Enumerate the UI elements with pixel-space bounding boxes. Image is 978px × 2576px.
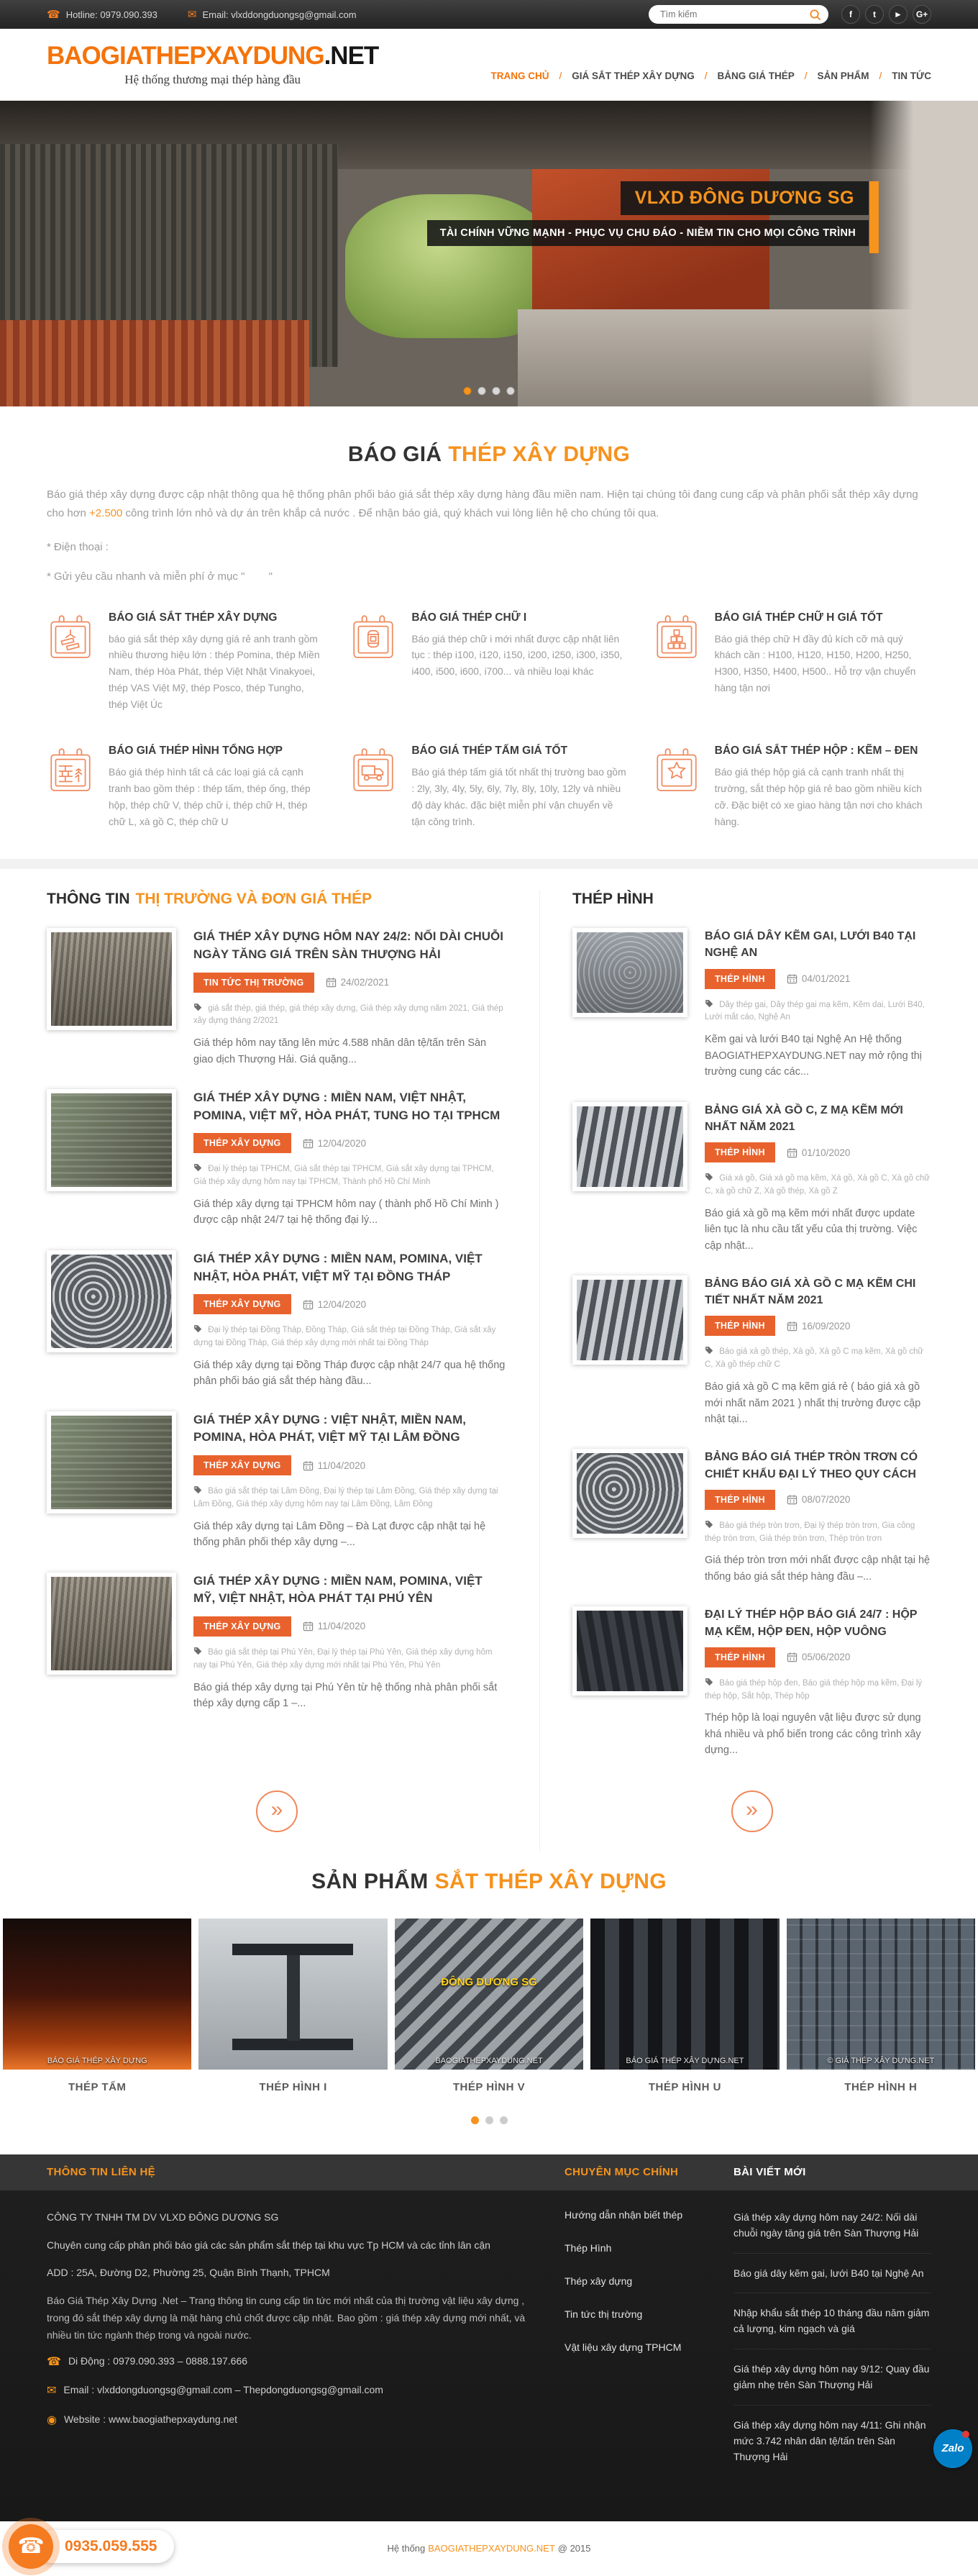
social-glyph: G+: [915, 9, 928, 19]
service-title[interactable]: BÁO GIÁ THÉP CHỮ H GIÁ TỐT: [714, 611, 883, 624]
calendar-icon: [787, 1494, 798, 1505]
intro-highlight: +2.500: [89, 507, 123, 520]
footer-category-link[interactable]: Vật liệu xây dựng TPHCM: [565, 2341, 682, 2353]
category-badge[interactable]: TIN TỨC THỊ TRƯỜNG: [193, 973, 314, 993]
calendar-icon: [303, 1621, 314, 1631]
title-dark: SẢN PHẨM: [311, 1869, 429, 1893]
footer-email[interactable]: [47, 2384, 543, 2399]
carousel-dot[interactable]: [485, 2116, 493, 2124]
product-card: [787, 1919, 975, 2098]
service-title[interactable]: BÁO GIÁ THÉP HÌNH TỔNG HỢP: [109, 745, 283, 757]
footer-category-link[interactable]: Thép xây dựng: [565, 2275, 633, 2287]
phone-icon: ☎: [47, 9, 60, 21]
tag-icon: [193, 1163, 202, 1172]
service-text: Báo giá thép hình tất cả các loại giá cả cạnh tranh bao gồm thép : thép tấm, thép ống, thép hộp, thép chữ V, thép chữ i, thép chữ H, thép chữ L, xà gồ C, thép chữ U: [109, 767, 311, 827]
globe-icon: ◉: [47, 2414, 57, 2427]
top-bar: [0, 0, 978, 29]
service-icon: [47, 610, 94, 662]
article-title[interactable]: GIÁ THÉP XÂY DỰNG : VIỆT NHẬT, MIỀN NAM, POMINA, HÒA PHÁT, VIỆT MỸ TẠI LÂM ĐỒNG: [193, 1412, 467, 1444]
page-title: [47, 442, 931, 467]
tags-label: Báo giá xà gồ thép, Xà gồ, Xà gồ C mạ kẽm, Xà gồ chữ C, Xà gồ thép chữ C: [705, 1347, 924, 1370]
tag-icon: [705, 1173, 713, 1181]
service-text: Báo giá thép chữ H đầy đủ kích cỡ mà quý khách cần : H100, H120, H150, H200, H250, H300, H350, H400, H500.. Hỗ trợ vận chuyển hàng tận nơi: [714, 633, 916, 693]
article-date: [787, 1147, 851, 1158]
tag-icon: [193, 1485, 202, 1494]
footer-post-link[interactable]: Giá thép xây dựng hôm nay 9/12: Quay đầu giảm nhẹ trên Sàn Thượng Hải: [734, 2361, 931, 2406]
logo[interactable]: [47, 43, 378, 87]
article-date: [787, 973, 851, 984]
article-tags[interactable]: [705, 1520, 931, 1546]
news-column-market: [47, 891, 507, 1851]
article-tags[interactable]: [705, 999, 931, 1025]
news-section: [47, 869, 931, 1851]
floating-phone-widget[interactable]: [9, 2524, 174, 2569]
chevron-right-icon: »: [270, 1797, 283, 1821]
search-icon: [809, 9, 821, 21]
topbar-email: [188, 8, 357, 21]
footer-website[interactable]: [47, 2413, 543, 2429]
product-name[interactable]: THÉP HÌNH U: [648, 2080, 721, 2093]
email-icon: ✉: [187, 9, 197, 21]
nav-item[interactable]: BẢNG GIÁ THÉP /: [717, 70, 817, 81]
footer-category-link[interactable]: Tin tức thị trường: [565, 2308, 643, 2320]
date-label: 11/04/2020: [317, 1621, 366, 1632]
slider-dot[interactable]: [478, 387, 486, 395]
calendar-icon: [787, 1321, 798, 1332]
article-title[interactable]: GIÁ THÉP XÂY DỰNG : MIỀN NAM, POMINA, VIỆT NHẬT, HÒA PHÁT, VIỆT MỸ TẠI ĐỒNG THÁP: [193, 1251, 483, 1283]
article-date: [326, 977, 390, 988]
category-badge[interactable]: THÉP HÌNH: [705, 969, 775, 989]
article-tags[interactable]: [193, 1003, 507, 1029]
date-label: 24/02/2021: [340, 977, 390, 988]
article-thumbnail[interactable]: [572, 1606, 687, 1696]
carousel-dots: [0, 2116, 978, 2154]
footer-post-link[interactable]: Giá thép xây dựng hôm nay 24/2: Nối dài chuỗi ngày tăng giá trên Sàn Thượng Hải: [734, 2209, 931, 2254]
category-badge[interactable]: THÉP XÂY DỰNG: [193, 1616, 291, 1637]
service-box: [349, 743, 628, 830]
product-image[interactable]: [395, 1919, 583, 2070]
article-list: [572, 928, 931, 1780]
service-icon: [653, 743, 700, 795]
product-watermark: BAOGIATHEPXAYDUNG.NET: [435, 2056, 543, 2065]
social-icon[interactable]: [913, 5, 931, 24]
article: [572, 1449, 931, 1585]
tags-label: Báo giá thép hộp đen, Báo giá thép hộp mạ kẽm, Đại lý thép hộp, Sắt hộp, Thép hộp: [705, 1678, 923, 1701]
product-name[interactable]: THÉP HÌNH I: [259, 2080, 327, 2093]
product-card: [395, 1919, 583, 2098]
hero-brand: VLXD ĐÔNG DƯƠNG SG: [621, 181, 869, 215]
product-watermark: BÁO GIÁ THÉP XÂY DỰNG.NET: [626, 2056, 744, 2065]
tags-label: Báo giá thép tròn trơn, Đại lý thép tròn trơn, Gia công thép tròn trơn, Giá thép tròn trơn, Thép tròn trơn: [705, 1521, 915, 1543]
news-column-thep-hinh: [539, 891, 931, 1851]
article-title[interactable]: BẢNG BÁO GIÁ THÉP TRÒN TRƠN CÓ CHIẾT KHẤU ĐẠI LÝ THEO QUY CÁCH: [705, 1451, 918, 1480]
footer-categories: [565, 2209, 734, 2488]
article-excerpt: Giá thép xây dựng tại Đồng Tháp được cập nhật 24/7 qua hệ thống phân phối báo giá sắt thép hàng đầu...: [193, 1359, 506, 1388]
social-glyph: f: [849, 9, 852, 19]
social-glyph: ►: [894, 9, 902, 19]
footer-post-link[interactable]: Báo giá dây kẽm gai, lưới B40 tại Nghệ An: [734, 2265, 931, 2293]
site-header: [0, 29, 978, 101]
product-card: [590, 1919, 779, 2098]
hotline: [47, 8, 157, 21]
service-title[interactable]: BÁO GIÁ SẮT THÉP HỘP : KẼM – ĐEN: [714, 745, 918, 757]
product-image[interactable]: [198, 1919, 387, 2070]
date-label: 05/06/2020: [801, 1652, 851, 1663]
footer-post-link[interactable]: Nhập khẩu sắt thép 10 tháng đầu năm giảm cả lượng, kim ngạch và giá: [734, 2305, 931, 2349]
article-date: [303, 1299, 367, 1310]
intro-text: công trình lớn nhỏ và dự án trên khắp cả nước . Để nhận báo giá, quý khách vui lòng liên hệ cho chúng tôi qua.: [122, 507, 659, 520]
article-tags[interactable]: [193, 1324, 507, 1350]
article-thumbnail[interactable]: [47, 928, 176, 1030]
article-title[interactable]: BÁO GIÁ DÂY KẼM GAI, LƯỚI B40 TẠI NGHỆ AN: [705, 930, 916, 960]
article-thumbnail[interactable]: [572, 1275, 687, 1365]
footer-contact: [47, 2209, 543, 2488]
carousel-dot[interactable]: [471, 2116, 479, 2124]
product-watermark: BÁO GIÁ THÉP XÂY DỰNG: [47, 2056, 147, 2065]
phone-icon[interactable]: ☎: [9, 2524, 53, 2569]
article-excerpt: Giá thép tròn trơn mới nhất được cập nhật tại hệ thống báo giá sắt thép hàng đầu –...: [705, 1555, 931, 1583]
service-title[interactable]: BÁO GIÁ THÉP TẤM GIÁ TỐT: [411, 745, 568, 757]
article-tags[interactable]: [193, 1485, 507, 1511]
article-title[interactable]: GIÁ THÉP XÂY DỰNG : MIỀN NAM, VIỆT NHẬT, POMINA, VIỆT MỸ, HÒA PHÁT, TUNG HO TẠI TPHCM: [193, 1091, 501, 1122]
footer-phone-label: Di Động : 0979.090.393 – 0888.197.666: [68, 2354, 248, 2367]
company-address: ADD : 25A, Đường D2, Phường 25, Quận Bình Thạnh, TPHCM: [47, 2267, 330, 2279]
calendar-icon: [303, 1138, 314, 1149]
article: [47, 1250, 507, 1390]
nav-item[interactable]: SẢN PHẨM /: [818, 70, 892, 81]
article-date: [787, 1652, 851, 1662]
article-excerpt: Giá thép hôm nay tăng lên mức 4.588 nhân dân tệ/tấn trên Sàn giao dịch Thượng Hải. Giá quặng...: [193, 1037, 487, 1065]
chevron-right-icon: »: [746, 1797, 758, 1821]
tags-label: Đại lý thép tại Đồng Tháp, Đồng Tháp, Giá sắt thép tại Đồng Tháp, Giá sắt xây dựng tại Đồng Tháp, Giá thép xây dựng mới nhất tại Đồng Tháp: [193, 1326, 496, 1348]
category-badge[interactable]: THÉP XÂY DỰNG: [193, 1455, 291, 1475]
calendar-icon: [787, 1652, 798, 1662]
article-list: [47, 928, 507, 1733]
footer-recent-posts: [734, 2209, 931, 2488]
article: [47, 928, 507, 1068]
intro-request-line: * Gửi yêu cầu nhanh và miễn phí ở mục " ": [47, 570, 273, 583]
article: [47, 1089, 507, 1229]
hero-slogan: TÀI CHÍNH VỮNG MẠNH - PHỤC VỤ CHU ĐÁO - NIỀM TIN CHO MỌI CÔNG TRÌNH: [427, 220, 869, 246]
footer-phone: [47, 2355, 543, 2370]
carousel-dot[interactable]: [500, 2116, 508, 2124]
title-orange: THÉP XÂY DỰNG: [448, 442, 631, 466]
phone-icon: ☎: [47, 2355, 61, 2368]
social-glyph: t: [873, 9, 876, 19]
article-excerpt: Kẽm gai và lưới B40 tại Nghệ An Hệ thống BAOGIATHEPXAYDUNG.NET nay mở rộng thị trường cung các các...: [705, 1034, 923, 1078]
products-title: [0, 1870, 978, 1894]
zalo-button[interactable]: [933, 2429, 972, 2468]
article-title[interactable]: BẢNG BÁO GIÁ XÀ GỒ C MẠ KẼM CHI TIẾT NHẤT NĂM 2021: [705, 1278, 916, 1307]
tags-label: Giá xà gồ, Giá xà gồ mạ kẽm, Xà gồ, Xà gồ C, Xà gồ chữ C, xà gồ chữ Z, Xà gồ thép, Xà gồ Z: [705, 1174, 930, 1196]
article: [572, 928, 931, 1080]
tag-icon: [705, 1346, 713, 1355]
tags-label: giá sắt thép, giá thép, giá thép xây dựng, Giá thép xây dựng năm 2021, Giá thép xây dựng tháng 2/2021: [193, 1003, 503, 1026]
article: [572, 1275, 931, 1427]
article-thumbnail[interactable]: [47, 1411, 176, 1514]
article-excerpt: Giá thép xây dựng tại Lâm Đồng – Đà Lạt được cập nhật tại hệ thống phân phối thép xây dựng –...: [193, 1520, 486, 1549]
zalo-icon: Zalo: [941, 2442, 964, 2455]
section-divider: [0, 859, 978, 869]
intro-phone-line: * Điện thoại :: [47, 540, 109, 553]
date-label: 12/04/2020: [317, 1298, 367, 1310]
footer-category-link[interactable]: Thép Hình: [565, 2242, 612, 2254]
intro-section: [47, 406, 931, 830]
slider-dot[interactable]: [493, 387, 501, 395]
date-label: 08/07/2020: [801, 1494, 851, 1506]
article-date: [303, 1621, 366, 1631]
date-label: 01/10/2020: [801, 1147, 851, 1158]
tags-label: Báo giá sắt thép tại Phú Yên, Đại lý thép tại Phú Yên, Giá thép xây dựng hôm nay tại Phú Yên, Giá thép xây dựng mới nhất tại Phú Yên, Phú Yên: [193, 1647, 493, 1670]
floating-phone-number[interactable]: 0935.059.555: [36, 2530, 174, 2563]
article-title[interactable]: GIÁ THÉP XÂY DỰNG HÔM NAY 24/2: NỐI DÀI CHUỖI NGÀY TĂNG GIÁ TRÊN SÀN THƯỢNG HẢI: [193, 929, 504, 961]
article-thumbnail[interactable]: [572, 1449, 687, 1538]
article-excerpt: Báo giá xà gồ mạ kẽm mới nhất được update liên tục là nhu cầu tất yếu của thị trường. Việc cập nhật...: [705, 1207, 918, 1252]
calendar-icon: [326, 977, 337, 988]
article-tags[interactable]: [705, 1346, 931, 1372]
title-orange: THỊ TRƯỜNG VÀ ĐƠN GIÁ THÉP: [135, 891, 373, 908]
copyright-link[interactable]: BAOGIATHEPXAYDUNG.NET: [428, 2543, 555, 2554]
footer-heading-band: [0, 2154, 978, 2190]
title-dark: BÁO GIÁ: [347, 442, 442, 466]
company-description: Chuyên cung cấp phân phối báo giá các sản phẩm sắt thép tại khu vực Tp HCM và các tỉnh lân cận: [47, 2239, 490, 2251]
tags-label: Đại lý thép tại TPHCM, Giá sắt thép tại TPHCM, Giá sắt xây dựng tại TPHCM, Giá thép xây dựng hôm nay tại TPHCM, Thành phố Hồ Chí Minh: [193, 1165, 494, 1187]
category-badge[interactable]: THÉP HÌNH: [705, 1142, 775, 1162]
article-thumbnail[interactable]: [47, 1089, 176, 1191]
calendar-icon: [303, 1460, 314, 1471]
services-grid: [47, 610, 931, 831]
notification-dot: [962, 2431, 969, 2438]
company-about: Báo Giá Thép Xây Dựng .Net – Trang thông tin cung cấp tin tức mới nhất của thị trường vật liệu xây dựng , trong đó sắt thép xây dựng là mặt hàng chủ chốt được cập nhật. Bao gồm : giá thép xây dựng mới nhất, và nhiều tin tức ngành thép trong và ngoài nước.: [47, 2295, 526, 2341]
search-button[interactable]: [809, 9, 821, 21]
nav-item[interactable]: TIN TỨC: [892, 70, 931, 81]
article: [572, 1606, 931, 1758]
article-tags[interactable]: [705, 1173, 931, 1198]
service-box: [653, 743, 931, 830]
tag-icon: [193, 1324, 202, 1333]
main-nav: [490, 70, 931, 81]
service-box: [349, 610, 628, 714]
service-title[interactable]: BÁO GIÁ SẮT THÉP XÂY DỰNG: [109, 611, 278, 624]
title-orange: SẮT THÉP XÂY DỰNG: [434, 1869, 667, 1893]
tag-icon: [705, 999, 713, 1008]
service-text: Báo giá thép hộp giá cả cạnh tranh nhất thị trường, sắt thép hộp giá rẻ bao gồm nhiều kích cỡ. Đặc biệt có xe giao hàng tận nơi cho khách hàng.: [714, 767, 923, 827]
slider-dot[interactable]: [507, 387, 515, 395]
category-badge[interactable]: THÉP HÌNH: [705, 1647, 775, 1667]
load-more-button[interactable]: [731, 1790, 773, 1832]
service-text: Báo giá thép chữ i mới nhất được cập nhật liên tục : thép i100, i120, i150, i200, i250, i300, i350, i400, i500, i600, i700... và nhiều loại khác: [411, 633, 623, 677]
tagline: Hệ thống thương mại thép hàng đầu: [124, 72, 301, 86]
service-icon: [47, 743, 94, 795]
hotline-label: Hotline: 0979.090.393: [65, 9, 157, 20]
tags-label: Báo giá sắt thép tại Lâm Đồng, Đại lý thép tại Lâm Đồng, Giá thép xây dựng tại Lâm Đồng, Giá thép xây dựng hôm nay tại Lâm Đồng, Lâm Đồng: [193, 1487, 498, 1508]
article-tags[interactable]: [193, 1163, 507, 1189]
search-box: [649, 5, 828, 24]
load-more-button[interactable]: [256, 1790, 298, 1832]
article-thumbnail[interactable]: [572, 928, 687, 1017]
article-thumbnail[interactable]: [47, 1573, 176, 1675]
tags-label: Dây thép gai, Dây thép gai mạ kẽm, Kẽm dai, Lưới B40, Lưới mắt cáo, Nghệ An: [705, 1000, 925, 1022]
product-image[interactable]: [787, 1919, 975, 2070]
article-excerpt: Báo giá thép xây dựng tại Phú Yên từ hệ thống nhà phân phối sắt thép xây dựng cấp 1 –...: [193, 1681, 498, 1709]
product-image[interactable]: [3, 1919, 191, 2070]
social-icon[interactable]: [865, 5, 884, 24]
social-links: [841, 5, 931, 24]
intro-paragraph: [47, 486, 931, 524]
footer-contact-heading: THÔNG TIN LIÊN HỆ: [47, 2165, 155, 2178]
footer-recent-heading: BÀI VIẾT MỚI: [734, 2165, 806, 2178]
date-label: 12/04/2020: [317, 1137, 367, 1149]
category-badge[interactable]: THÉP XÂY DỰNG: [193, 1133, 291, 1153]
calendar-icon: [787, 1147, 798, 1158]
product-overlay-text: ĐÔNG DƯƠNG SG: [441, 1975, 537, 1988]
article-date: [303, 1138, 367, 1149]
product-name[interactable]: THÉP HÌNH V: [452, 2080, 526, 2093]
footer-post-link[interactable]: Giá thép xây dựng hôm nay 4/11: Ghi nhận mức 3.742 nhân dân tệ/tấn trên Sàn Thượng Hải: [734, 2418, 926, 2463]
copyright-suffix: @ 2015: [557, 2543, 591, 2554]
logo-suffix: .NET: [324, 41, 379, 70]
product-carousel: [0, 1919, 978, 2098]
email-label: Email: vlxddongduongsg@gmail.com: [202, 9, 357, 20]
article-date: [303, 1460, 366, 1471]
service-icon: [349, 610, 397, 662]
category-badge[interactable]: THÉP XÂY DỰNG: [193, 1294, 291, 1314]
hero-accent-bar: [869, 181, 879, 253]
footer: [0, 2154, 978, 2521]
category-badge[interactable]: THÉP HÌNH: [705, 1316, 775, 1336]
copyright-prefix: Hệ thống: [387, 2543, 426, 2554]
email-icon: ✉: [47, 2385, 57, 2398]
products-section: [0, 1851, 978, 2154]
product-image[interactable]: [590, 1919, 779, 2070]
date-label: 04/01/2021: [801, 973, 851, 985]
footer-website-label: Website : www.baogiathepxaydung.net: [63, 2413, 237, 2426]
date-label: 11/04/2020: [317, 1460, 366, 1471]
tag-icon: [705, 1520, 713, 1529]
article-title[interactable]: BẢNG GIÁ XÀ GỒ C, Z MẠ KẼM MỚI NHẤT NĂM 2021: [705, 1103, 903, 1133]
date-label: 16/09/2020: [801, 1320, 851, 1332]
product-watermark: © GIÁ THÉP XÂY DỰNG.NET: [827, 2056, 935, 2065]
article-title[interactable]: ĐẠI LÝ THÉP HỘP BÁO GIÁ 24/7 : HỘP MẠ KẼM, HỘP ĐEN, HỘP VUÔNG: [705, 1608, 918, 1638]
tag-icon: [193, 1003, 202, 1011]
hero-image: [0, 320, 309, 406]
nav-item[interactable]: TRANG CHỦ /: [490, 70, 572, 81]
article: [47, 1573, 507, 1712]
service-title[interactable]: BÁO GIÁ THÉP CHỮ I: [411, 611, 527, 624]
article-thumbnail[interactable]: [572, 1102, 687, 1191]
article-title[interactable]: GIÁ THÉP XÂY DỰNG : MIỀN NAM, POMINA, VIỆT MỸ, VIỆT NHẬT, HÒA PHÁT TẠI PHÚ YÊN: [193, 1573, 483, 1606]
calendar-icon: [787, 973, 798, 984]
service-text: báo giá sắt thép xây dựng giá rẻ anh tranh gồm nhiều thương hiệu lớn : thép Pomina, thép Miền Nam, thép Hòa Phát, thép Việt Nhật Vinakyoei, thép VAS Việt Mỹ, thép Posco, thép Tungho, thép Việt Úc: [109, 633, 320, 710]
hero-image: [870, 101, 978, 406]
nav-item[interactable]: GIÁ SẮT THÉP XÂY DỰNG /: [572, 70, 717, 81]
service-box: [47, 610, 325, 714]
social-icon[interactable]: [889, 5, 908, 24]
product-name[interactable]: THÉP TẤM: [68, 2080, 127, 2093]
article: [47, 1411, 507, 1551]
product-card: [3, 1919, 191, 2098]
category-badge[interactable]: THÉP HÌNH: [705, 1490, 775, 1510]
company-name: CÔNG TY TNHH TM DV VLXD ĐÔNG DƯƠNG SG: [47, 2211, 279, 2223]
article-tags[interactable]: [193, 1647, 507, 1672]
slider-dots: [464, 387, 515, 395]
article-excerpt: Báo giá xà gồ C mạ kẽm giá rẻ ( báo giá xà gồ mới nhất năm 2021 ) nhất thị trường được cập nhật tại...: [705, 1381, 921, 1425]
footer-category-link[interactable]: Hướng dẫn nhận biết thép: [565, 2208, 683, 2221]
title-dark: THÔNG TIN: [47, 891, 130, 908]
article-thumbnail[interactable]: [47, 1250, 176, 1352]
article-date: [787, 1321, 851, 1332]
tag-icon: [193, 1647, 202, 1655]
service-text: Báo giá thép tấm giá tốt nhất thị trường bao gồm : 2ly, 3ly, 4ly, 5ly, 6ly, 7ly, 8ly, 10ly, 12ly và nhiều độ dày khác. đặc biệt miễn phí vận chuyển về tận công trình.: [411, 767, 626, 827]
article-date: [787, 1494, 851, 1505]
news-right-title: THÉP HÌNH: [572, 891, 654, 908]
service-box: [47, 743, 325, 830]
footer-email-label: Email : vlxddongduongsg@gmail.com – Thepdongduongsg@gmail.com: [63, 2384, 383, 2396]
product-name[interactable]: THÉP HÌNH H: [844, 2080, 918, 2093]
product-card: [198, 1919, 387, 2098]
article: [572, 1102, 931, 1254]
service-icon: [653, 610, 700, 662]
social-icon[interactable]: [841, 5, 860, 24]
logo-main: BAOGIATHEPXAYDUNG: [47, 41, 324, 70]
search-input[interactable]: [659, 9, 809, 20]
slider-dot[interactable]: [464, 387, 472, 395]
calendar-icon: [303, 1299, 314, 1310]
article-tags[interactable]: [705, 1678, 931, 1703]
footer-categories-heading: CHUYÊN MỤC CHÍNH: [565, 2165, 679, 2178]
article-excerpt: Giá thép xây dựng tại TPHCM hôm nay ( thành phố Hồ Chí Minh ) được cập nhật 24/7 tại hệ thống đại lý...: [193, 1198, 499, 1226]
service-icon: [349, 743, 397, 795]
intro-text: Báo giá thép xây dựng được cập nhật thông qua hệ thống phân phối báo giá sắt thép xây dựng hàng đầu miền nam. Hiện tại chúng tôi đang cung cấp và phân phối sắt thép xây dựng cho hơn: [47, 488, 918, 520]
article-excerpt: Thép hộp là loại nguyên vật liệu được sử dụng khá nhiều và phổ biến trong các công trình xây dựng...: [705, 1712, 921, 1757]
tag-icon: [705, 1678, 713, 1686]
service-box: [653, 610, 931, 714]
hero-slider: [0, 101, 978, 406]
news-left-title: [47, 891, 507, 908]
